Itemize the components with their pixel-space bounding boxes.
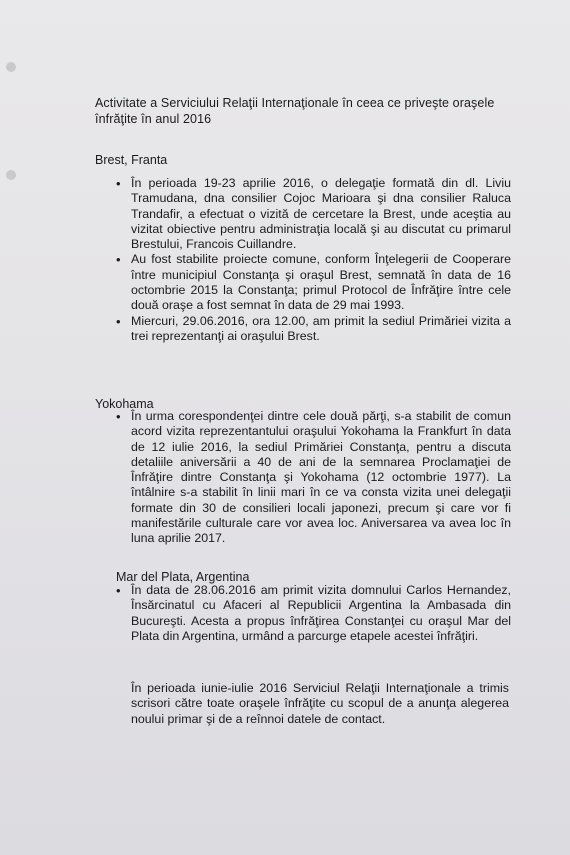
mar-del-plata-list <box>116 583 511 644</box>
list-item: • Miercuri, 29.06.2016, ora 12.00, am primit la sediul Primăriei vizita a trei reprezentanţi ai oraşului Brest. <box>116 314 511 345</box>
list-item: • În data de 28.06.2016 am primit vizita domnului Carlos Hernandez, Însărcinatul cu Afaceri al Republicii Argentina la Ambasada din Bucureşti. Acesta a propus înfrăţirea Constanţei cu oraşul Mar del Plata din Argentina, urmând a parcurge etapele acestei înfrăţiri. <box>116 583 511 644</box>
brest-list <box>116 176 511 344</box>
list-item: • În perioada 19-23 aprilie 2016, o delegaţie formată din dl. Liviu Tramudana, dna consilier Cojoc Marioara şi dna consilier Raluca Trandafir, a efectuat o vizită de cercetare la Brest, unde aceştia au vizitat obiective pentru administraţia locală şi au discutat cu primarul Brestului, Francois Cuillandre. <box>116 176 511 252</box>
page-title: Activitate a Serviciului Relaţii Internaţionale în ceea ce priveşte oraşele înfrăţite în anul 2016 <box>95 96 495 126</box>
list-item: • În urma corespondenţei dintre cele două părţi, s-a stabilit de comun acord vizita reprezentantului oraşului Yokohama la Frankfurt în data de 12 iulie 2016, la sediul Primăriei Constanţa, pentru a discuta detaliile aniversării a 40 de ani de la semnarea Proclamaţiei de Înfrăţire dintre Constanţa şi Yokohama (12 octombrie 1977). La întâlnire s-a stabilit în linii mari în ce va consta vizita unei delegaţii formate din 30 de consilieri locali japonezi, precum şi care vor fi manifestările culturale care vor avea loc. Aniversarea va avea loc în luna aprilie 2017. <box>116 409 511 547</box>
section-heading-brest: Brest, Franta <box>95 153 168 167</box>
section-heading-mar-del-plata: Mar del Plata, Argentina <box>116 570 250 584</box>
list-item: • Au fost stabilite proiecte comune, conform Înţelegerii de Cooperare între municipiul Constanţa şi oraşul Brest, semnată în data de 16 octombrie 2015 la Constanţa; primul Protocol de Înfrăţire între cele două oraşe a fost semnat în data de 29 mai 1993. <box>116 252 511 313</box>
closing-paragraph: În perioada iunie-iulie 2016 Serviciul Relaţii Internaţionale a trimis scrisori către toate oraşele înfrăţite cu scopul de a anunţa alegerea noului primar şi de a reînnoi datele de contact. <box>131 681 509 726</box>
yokohama-list <box>116 409 511 547</box>
punch-hole <box>6 170 16 180</box>
punch-hole <box>6 62 16 72</box>
section-heading-yokohama: Yokohama <box>95 397 154 411</box>
